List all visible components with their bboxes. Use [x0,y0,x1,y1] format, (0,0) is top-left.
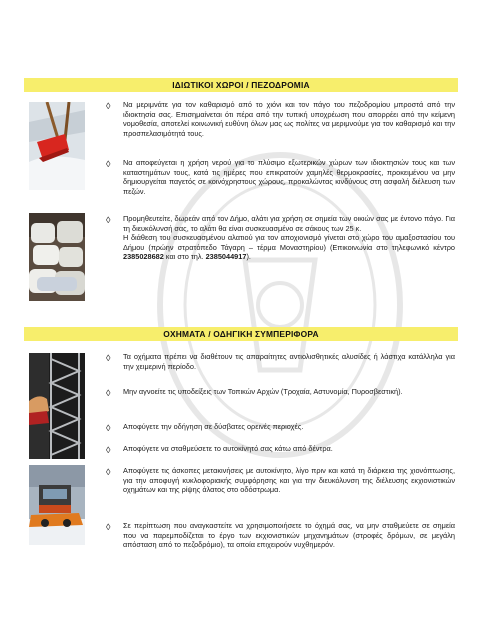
bullet-icon: ◊ [106,101,111,111]
advice-paragraph: Αποφύγετε τις άσκοπες μετακινήσεις με αυτοκίνητο, λίγο πριν και κατά τη διάρκεια της χιονόπτωσης, για την αποφυγή κυκλοφοριακής συμφόρησης και για την διευκόλυνση της διέλευσης εκχιονιστικών οχημάτων και της ρίψης άλατος στο οδόστρωμα. [123,466,455,495]
salt-pickup-text: Η διάθεση του συσκευασμένου αλατιού για τον αποχιονισμό γίνεται στο χώρο του αμαξοστασίου του Δήμου (πρώην στρατόπεδο Τάγαρη – τέρμα Μοναστηρίου) (Επικοινωνία στο τηλεφωνικό κέντρο 2385028682 και στο τηλ. 2385044917). [123,233,455,262]
snowplow-truck-photo [29,465,85,545]
advice-paragraph: Τα οχήματα πρέπει να διαθέτουν τις απαραίτητες αντιολισθητικές αλυσίδες ή λάστιχα κατάλληλα για την χειμερινή περίοδο. [123,352,455,371]
advice-paragraph [123,214,455,262]
bullet-icon: ◊ [106,159,111,169]
advice-paragraph: Μην αγνοείτε τις υποδείξεις των Τοπικών Αρχών (Τροχαία, Αστυνομία, Πυροσβεστική). [123,387,403,396]
section-header-vehicles: ΟΧΗΜΑΤΑ / ΟΔΗΓΙΚΗ ΣΥΜΠΕΡΙΦΟΡΑ [24,327,458,341]
salt-offer-text: Προμηθευτείτε, δωρεάν από τον Δήμο, αλάτι για χρήση σε σημεία των οικιών σας με έντονο πάγο. Για τη διευκόλυνσή σας, το αλάτι θα είναι συσκευασμένο σε σάκους των 25 κ. [123,214,455,233]
section-header-private-spaces: ΙΔΙΩΤΙΚΟΙ ΧΩΡΟΙ / ΠΕΖΟΔΡΟΜΙΑ [24,78,458,92]
advice-paragraph: Αποφύγετε την οδήγηση σε δύσβατες ορεινές περιοχές. [123,422,304,431]
advice-paragraph: Αποφύγετε να σταθμεύσετε το αυτοκίνητό σας κάτω από δέντρα. [123,444,333,453]
bullet-icon: ◊ [106,423,111,433]
advice-paragraph: Να αποφεύγεται η χρήση νερού για το πλύσιμο εξωτερικών χώρων των ιδιοκτησιών τους και των καταστημάτων τους, κατά τις ημέρες που επικρατούν χαμηλές θερμοκρασίες, προκειμένου να μην δημιουργείται παγετός σε κοινόχρηστους χώρους, προκαλώντας κινδύνους στη ασφαλή διέλευση των πεζών. [123,158,455,196]
advice-paragraph: Να μεριμνάτε για τον καθαρισμό από το χιόνι και τον πάγο του πεζοδρομίου μπροστά από την ιδιοκτησία σας. Επισημαίνεται ότι πέρα από την τυπική υποχρέωση που απορρέει από την κείμενη νομοθεσία, αποτελεί κοινωνική ευθύνη όλων μας ως πολίτες να μεριμνούμε για τον καθαρισμό και την προσπελασιμότητά τους. [123,100,455,138]
bullet-icon: ◊ [106,388,111,398]
advice-paragraph: Σε περίπτωση που αναγκαστείτε να χρησιμοποιήσετε το όχημά σας, να μην σταθμεύετε σε σημεία που να παρεμποδίζεται το έργο των εκχιονιστικών μηχανημάτων (στροφές δρόμων, σε μεγάλη απόσταση από το πεζοδρόμιο), τα οποία επιχειρούν νυχθημερόν. [123,521,455,550]
snow-shovel-photo [29,102,85,190]
phone-number: 2385028682 [123,252,164,262]
bullet-icon: ◊ [106,353,111,363]
phone-number: 2385044917 [205,252,247,262]
bullet-icon: ◊ [106,522,111,532]
bullet-icon: ◊ [106,445,111,455]
bullet-icon: ◊ [106,467,111,477]
bullet-icon: ◊ [106,215,111,225]
snow-chains-photo [29,353,85,459]
salt-sacks-photo [29,213,85,301]
